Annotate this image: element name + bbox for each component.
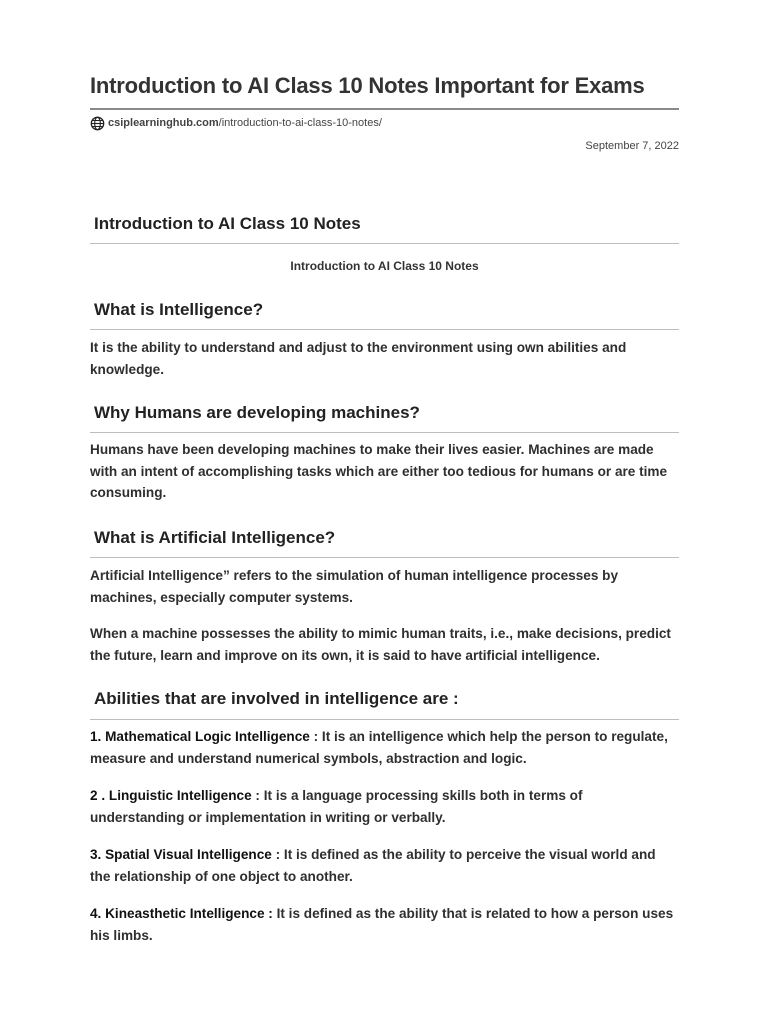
heading-why-machines: Why Humans are developing machines? (94, 403, 420, 422)
ai-paragraph-1: Artificial Intelligence” refers to the simulation of human intelligence processes by machines, especially computer systems. (90, 568, 619, 605)
heading-intelligence: What is Intelligence? (94, 300, 264, 319)
title-divider (90, 108, 679, 110)
heading-intro: Introduction to AI Class 10 Notes (94, 214, 361, 233)
heading-ai: What is Artificial Intelligence? (94, 528, 336, 547)
ability-separator: : (309, 729, 319, 744)
ability-description: It is a language processing skills both in terms of understanding or implementation in writing or verbally. (90, 788, 583, 825)
source-path: /introduction-to-ai-class-10-notes/ (218, 117, 382, 129)
ability-item (90, 844, 679, 887)
ability-term: 3. Spatial Visual Intelligence (90, 847, 272, 862)
ability-description: It is an intelligence which help the person to regulate, measure and understand numerical symbols, abstraction and logic. (90, 729, 668, 766)
ability-term: 4. Kineasthetic Intelligence : (90, 906, 273, 921)
ability-description: It is defined as the ability to perceive the visual world and the relationship of one object to another. (90, 847, 656, 884)
section-divider (90, 243, 679, 244)
source-link[interactable] (90, 115, 382, 131)
publish-date: September 7, 2022 (585, 140, 679, 152)
ability-item (90, 785, 679, 828)
why-machines-paragraph: Humans have been developing machines to make their lives easier. Machines are made with an intent of accomplishing tasks which are either too tedious for humans or are time consuming. (90, 442, 668, 500)
globe-icon (90, 116, 105, 131)
ability-separator: : (271, 847, 281, 862)
document-title: Introduction to AI Class 10 Notes Important for Exams (90, 73, 645, 98)
ability-separator: : (251, 788, 260, 803)
section-divider (90, 432, 679, 433)
ability-item (90, 903, 679, 946)
heading-abilities: Abilities that are involved in intelligence are : (94, 689, 459, 708)
ability-term: 2 . Linguistic Intelligence (90, 788, 252, 803)
section-divider (90, 329, 679, 330)
section-divider (90, 557, 679, 558)
ability-term: 1. Mathematical Logic Intelligence (90, 729, 310, 744)
intro-caption: Introduction to AI Class 10 Notes (290, 259, 479, 273)
ability-description: It is defined as the ability that is related to how a person uses his limbs. (90, 906, 674, 943)
source-domain: csiplearninghub.com (108, 117, 219, 129)
ai-paragraph-2: When a machine possesses the ability to mimic human traits, i.e., make decisions, predict the future, learn and improve on its own, it is said to have artificial intelligence. (90, 626, 671, 663)
section-divider (90, 719, 679, 720)
ability-item (90, 726, 679, 769)
intelligence-paragraph: It is the ability to understand and adjust to the environment using own abilities and knowledge. (90, 340, 627, 377)
